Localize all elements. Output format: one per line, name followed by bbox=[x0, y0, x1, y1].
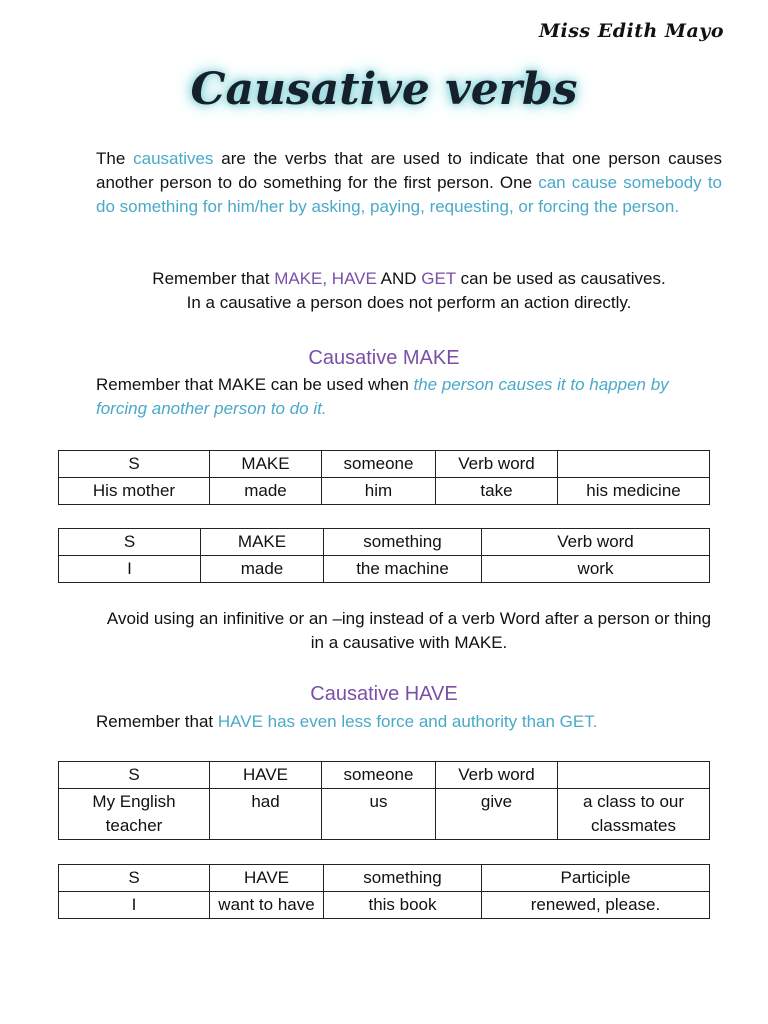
table-cell: Verb word bbox=[436, 451, 558, 478]
table-cell bbox=[558, 451, 710, 478]
table-cell: My English teacher bbox=[59, 789, 210, 840]
table-cell: his medicine bbox=[558, 478, 710, 505]
remember-line-1 bbox=[90, 267, 728, 291]
intro-text-1: The bbox=[96, 149, 134, 168]
have-text-highlight: HAVE has even less force and authority than GET. bbox=[217, 712, 598, 731]
remember-and: AND bbox=[376, 269, 422, 288]
table-cell: MAKE bbox=[210, 451, 322, 478]
table-cell: S bbox=[59, 865, 210, 892]
table-cell: give bbox=[436, 789, 558, 840]
intro-keyword: causatives bbox=[133, 149, 214, 168]
remember-paragraph bbox=[90, 267, 728, 315]
have-heading: Causative HAVE bbox=[310, 683, 458, 705]
table-cell: something bbox=[324, 529, 482, 556]
make-explanation bbox=[96, 373, 722, 421]
table-cell: His mother bbox=[59, 478, 210, 505]
table-header-row bbox=[59, 865, 710, 892]
table-cell: made bbox=[201, 556, 324, 583]
table-cell: want to have bbox=[210, 892, 324, 919]
author-name: Miss Edith Mayo bbox=[538, 20, 724, 42]
have-explanation bbox=[96, 710, 722, 734]
make-table-something bbox=[58, 528, 710, 583]
remember-make-have: MAKE, HAVE bbox=[274, 269, 377, 288]
table-row bbox=[59, 478, 710, 505]
table-header-row bbox=[59, 762, 710, 789]
table-cell: I bbox=[59, 892, 210, 919]
table-cell: something bbox=[324, 865, 482, 892]
table-cell: this book bbox=[324, 892, 482, 919]
make-heading: Causative MAKE bbox=[308, 347, 460, 369]
table-cell: someone bbox=[322, 762, 436, 789]
make-text-highlight: the person causes it to happen by forcing another person to do it. bbox=[96, 375, 669, 418]
intro-highlight: can cause somebody to do something for him/her by asking, paying, requesting, or forcing the person. bbox=[96, 173, 722, 216]
table-row bbox=[59, 789, 710, 840]
table-cell: Participle bbox=[482, 865, 710, 892]
table-cell: S bbox=[59, 529, 201, 556]
make-text-1: Remember that MAKE can be used when bbox=[96, 375, 414, 394]
table-cell: made bbox=[210, 478, 322, 505]
table-cell: I bbox=[59, 556, 201, 583]
table-cell: work bbox=[482, 556, 710, 583]
table-header-row bbox=[59, 529, 710, 556]
table-cell: Verb word bbox=[482, 529, 710, 556]
page-title: Causative verbs bbox=[190, 64, 578, 115]
table-row bbox=[59, 892, 710, 919]
table-cell: him bbox=[322, 478, 436, 505]
have-table-someone bbox=[58, 761, 710, 840]
have-table-something bbox=[58, 864, 710, 919]
table-cell: a class to our classmates bbox=[558, 789, 710, 840]
table-cell: HAVE bbox=[210, 865, 324, 892]
remember-get: GET bbox=[421, 269, 456, 288]
table-cell: the machine bbox=[324, 556, 482, 583]
table-row bbox=[59, 556, 710, 583]
intro-text-2: are the verbs that are used to indicate that one person causes another person to do something for the first person. One bbox=[96, 149, 722, 192]
table-cell: MAKE bbox=[201, 529, 324, 556]
make-note: Avoid using an infinitive or an –ing instead of a verb Word after a person or thing in a causative with MAKE. bbox=[106, 609, 712, 652]
table-cell: HAVE bbox=[210, 762, 322, 789]
table-cell: had bbox=[210, 789, 322, 840]
make-table-someone bbox=[58, 450, 710, 505]
table-cell: renewed, please. bbox=[482, 892, 710, 919]
remember-text-2: can be used as causatives. bbox=[455, 269, 666, 288]
table-cell: S bbox=[59, 762, 210, 789]
table-cell: take bbox=[436, 478, 558, 505]
table-cell: someone bbox=[322, 451, 436, 478]
table-header-row bbox=[59, 451, 710, 478]
table-cell bbox=[558, 762, 710, 789]
table-cell: S bbox=[59, 451, 210, 478]
intro-paragraph bbox=[96, 147, 722, 219]
remember-text-1: Remember that bbox=[152, 269, 275, 288]
table-cell: Verb word bbox=[436, 762, 558, 789]
remember-line-2: In a causative a person does not perform an action directly. bbox=[186, 293, 632, 312]
have-text-1: Remember that bbox=[96, 712, 218, 731]
table-cell: us bbox=[322, 789, 436, 840]
